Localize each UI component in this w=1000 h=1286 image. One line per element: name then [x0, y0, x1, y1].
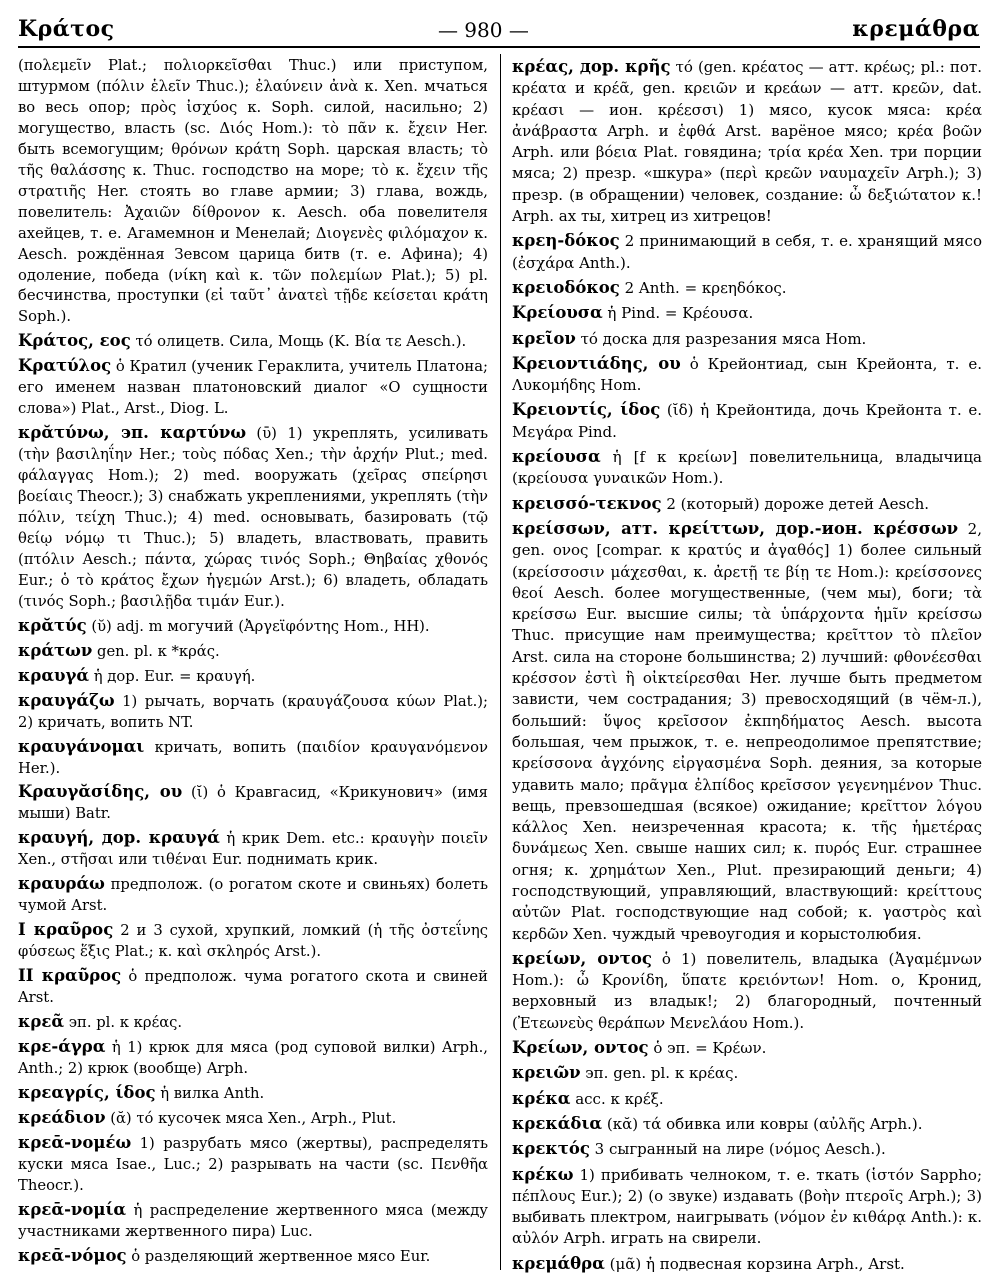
entry-headword: κρεαγρίς, ίδος [18, 1082, 156, 1102]
entry-headword: Κραυγᾰσίδης, ου [18, 782, 183, 802]
dictionary-entry [512, 1253, 982, 1275]
entry-headword: κρεᾱ-νόμος [18, 1245, 127, 1265]
dictionary-entry [18, 828, 488, 871]
entry-headword: κρεμάθρα [512, 1253, 605, 1273]
entry-headword: Κρείων, οντος [512, 1038, 649, 1058]
entry-definition: ὁ предполож. чума рогатого скота и свиней Arst. [18, 968, 488, 1007]
entry-definition: (ᾰ) τό кусочек мяса Xen., Arph., Plut. [105, 1109, 397, 1127]
entry-headword: κρέκα [512, 1088, 571, 1108]
column-divider [500, 54, 501, 1270]
entry-headword: κρείουσα [512, 447, 601, 467]
page-header [18, 8, 980, 42]
page-number: — 980 — [437, 18, 529, 42]
entry-definition: ἡ дор. Eur. = κραυγή. [89, 667, 256, 685]
left-column [18, 56, 488, 1267]
entry-definition: (κᾰ) τά обивка или ковры (αὐλῆς Arph.). [602, 1114, 923, 1133]
entry-definition: ὁ эп. = Κρέων. [648, 1039, 767, 1058]
entry-headword: κρᾰτύνω, эп. καρτύνω [18, 423, 247, 443]
entry-headword: κρείσσων, атт. κρείττων, дор.-ион. κρέσσων [512, 518, 959, 538]
dictionary-entry [18, 56, 488, 328]
entry-headword: κρεκάδια [512, 1113, 603, 1133]
dictionary-entry [512, 1113, 982, 1135]
entry-definition: эп. pl. к κρέας. [64, 1013, 183, 1031]
entry-definition: gen. pl. к *κράς. [92, 642, 220, 660]
entry-headword: Κρατύλος [18, 356, 112, 376]
dictionary-entry [18, 1133, 488, 1197]
entry-headword: κρεκτός [512, 1139, 590, 1159]
entry-definition: (μᾶ) ἡ подвесная корзина Arph., Arst. [604, 1254, 905, 1273]
entry-definition: τό (gen. κρέατος — атт. κρέως; pl.: пот. κρέατα и κρέᾶ, gen. κρειῶν и κρεάων — атт. κρεῶν, dat. κρέασι — ион. κρέεσσι) 1) мясо, кусок мяса: κρέα ἀνάβραστα Arph. и ἑφθά Arst. варёное мясо; κρέα βοῶν Arph. или βόεια Plat. говядина; τρία κρέα Xen. три порции мяса; 2) презр. «шкура» (περὶ κρεῶν ναυμαχεῖν Arph.); 3) презр. (в обращении) человек, создание: ὦ δεξιώτατον κ.! Arph. ах ты, хитрец из хитрецов! [512, 58, 982, 226]
dictionary-entry [18, 331, 488, 353]
dictionary-entry [18, 1037, 488, 1080]
entry-headword: κρεισσό-τεκνος [512, 493, 662, 513]
entry-headword: κρείων, οντος [512, 948, 652, 968]
entry-definition: (πολεμεῖν Plat.; πολιορκεῖσθαι Thuc.) или приступом, штурмом (πόλιν ἑλεῖν Thuc.); ἐλαύνειν ἀνὰ κ. Xen. мчаться во весь опор; πρὸς ἰσχύος κ. Soph. силой, насильно; 2) могущество, власть (sc. Διός Hom.): τὸ πᾶν κ. ἔχειν Her. быть всемогущим; θρόνων κράτη Soph. царская власть; τὸ τῆς θαλάσσης κ. Thuc. господство на море; τὸ κ. ἔχειν τῆς στρατιῆς Her. стоять во главе армии; 3) глава, вождь, повелитель: Ἀχαιῶν δίθρονον κ. Aesch. оба повелителя ахейцев, т. е. Агамемнон и Менелай; Διογενὲς φιλόμαχον κ. Aesch. рождённая Зевсом царица битв (т. е. Афина); 4) одоление, победа (νίκη καὶ κ. τῶν πολεμίων Plat.); 5) pl. бесчинства, проступки (εἰ ταῦτ᾽ ἀνατεὶ τῇδε κείσεται κράτη Soph.). [18, 57, 488, 326]
dictionary-entry [512, 1062, 982, 1084]
entry-headword: κρεᾶ [18, 1011, 65, 1031]
entry-headword: κραυγή, дор. κραυγά [18, 828, 220, 848]
entry-headword: κρᾰτύς [18, 615, 87, 635]
dictionary-entry [18, 1083, 488, 1105]
dictionary-entry [512, 1138, 982, 1160]
entry-headword: κράτων [18, 640, 93, 660]
dictionary-entry [512, 328, 982, 350]
entry-definition: ὁ 1) повелитель, владыка (Ἀγαμέμνων Hom.): ὦ Κρονίδη, ὕπατε κρειόντων! Hom. о, Кронид, верховный из владык!; 2) благородный, почтенный (Ἐτεωνεὺς θεράπων Μενελάου Hom.). [512, 949, 982, 1032]
dictionary-entry [512, 277, 982, 299]
dictionary-entry [512, 1037, 982, 1059]
entry-headword: κρεῖον [512, 328, 576, 348]
entry-definition: ἡ 1) крюк для мяса (род суповой вилки) Arph., Anth.; 2) крюк (вообще) Arph. [18, 1038, 488, 1077]
entry-headword: κρέκω [512, 1164, 574, 1184]
entry-headword: κραυγά [18, 665, 90, 685]
dictionary-entry [18, 616, 488, 638]
entry-definition: (ῠ) adj. m могучий (Ἀργεϊφόντης Hom., HH). [86, 617, 430, 635]
entry-definition: 3 сыгранный на лире (νόμος Aesch.). [589, 1140, 886, 1159]
dictionary-entry [18, 1200, 488, 1243]
dictionary-entry [18, 423, 488, 613]
entry-definition: (ῡ) 1) укреплять, усиливать (τὴν βασιληΐην Her.; τοὺς πόδας Xen.; τὴν ἀρχήν Plut.; med. φάλαγγας Hom.); 2) med. вооружать (χεῖρας σπείρησι βοείαις Theocr.); 3) снабжать укреплениями, укреплять (τὴν πόλιν, τείχη Thuc.); 4) med. основывать, базировать (τῷ θείῳ νόμῳ τι Thuc.); 5) владеть, властвовать, править (πτόλιν Aesch.; πάντα, χώρας τινός Soph.; Θηβαίας χθονός Eur.; ὁ τὸ κράτος ἔχων ἡγεμών Arst.); 6) владеть, обладать (τινός Soph.; βασιλῇδα τιμάν Eur.). [18, 425, 488, 610]
header-rule [18, 46, 980, 48]
dictionary-entry [18, 966, 488, 1009]
dictionary-entry [18, 874, 488, 917]
entry-headword: I κραῦρος [18, 920, 114, 940]
entry-definition: 1) прибивать челноком, т. е. ткать (ἱστόν Sappho; πέπλους Eur.); 2) (о звуке) издавать (βοὴν πτεροῖς Arph.); 3) выбивать плектром, наигрывать (νόμον ἐν κιθάρᾳ Anth.): κ. αὐλόν Arph. играть на свирели. [512, 1165, 982, 1248]
dictionary-entry [18, 691, 488, 734]
dictionary-entry [18, 782, 488, 825]
entry-definition: 2 Anth. = κρεηδόκος. [619, 278, 787, 297]
dictionary-entry [512, 948, 982, 1034]
running-head-left: Κράτος [18, 16, 115, 42]
dictionary-entry [18, 666, 488, 688]
entry-definition: 2, gen. ονος [compar. к κρατύς и ἀγαθός] 1) более сильный (κρείσσοσιν μάχεσθαι, κ. ἀρετῇ τε βίῃ τε Hom.): κρείσσονες θεοί Aesch. более могущественные, (чем мы), боги; τὰ κρείσσω Eur. высшие силы; τὰ ὑπάρχοντα ἡμῖν κρείσσω Thuc. присущие нам преимущества; κρεῖττον τὸ πλεῖον Arst. сила на стороне большинства; 2) лучший: φθονέεσθαι κρέσσον ἐστὶ ἢ οἰκτείρεσθαι Her. лучше быть предметом зависти, чем сострадания; 3) превосходящий (в чём-л.), больший: ὕψος κρεῖσσον ἐκπηδήματος Aesch. высота большая, чем прыжок, т. е. непреодолимое препятствие; κρείσσονα ἀγχόνης εἰργασμένα Soph. деяния, за которые удавить мало; πρᾶγμα ἐλπίδος κρεῖσσον γεγενημένον Thuc. вещь, превзошедшая (всякое) ожидание; κρεῖττον λόγου κάλλος Xen. неизреченная красота; κ. τῆς ἡμετέρας δυνάμεως Xen. свыше наших сил; κ. πυρός Eur. страшнее огня; κ. χρημάτων Xen., Plut. презирающий деньги; 4) господствующий, управляющий, властвующий: κρείττους αὐτῶν Plat. господствующие над собой; κ. γαστρὸς καὶ κερδῶν Xen. чуждый чревоугодия и корыстолюбия. [512, 519, 982, 943]
entry-definition: 1) рычать, ворчать (κραυγάζουσα κύων Plat.); 2) кричать, вопить NT. [18, 692, 488, 731]
entry-headword: Κρειοντίς, ίδος [512, 400, 661, 420]
entry-definition: ὁ разделяющий жертвенное мясо Eur. [126, 1247, 431, 1265]
entry-headword: κρειῶν [512, 1063, 581, 1083]
entry-headword: κρεη-δόκος [512, 231, 620, 251]
entry-definition: ἡ Pind. = Κρέουσα. [602, 304, 754, 323]
entry-headword: Κρείουσα [512, 303, 603, 323]
entry-definition: (ῐδ) ἡ Крейонтида, дочь Крейонта т. е. Μεγάρα Pind. [512, 401, 982, 441]
entry-headword: κραυγάζω [18, 690, 115, 710]
entry-headword: κρε-άγρα [18, 1036, 106, 1056]
right-column [512, 56, 982, 1275]
dictionary-entry [512, 353, 982, 397]
dictionary-entry [512, 302, 982, 324]
entry-headword: κρειοδόκος [512, 277, 620, 297]
dictionary-entry [512, 1164, 982, 1250]
entry-definition: 2 и 3 сухой, хрупкий, ломкий (ἡ τῆς ὀστεΐνης φύσεως ἕξις Plat.; κ. καὶ σκληρός Arst.). [18, 922, 488, 961]
dictionary-entry [512, 493, 982, 515]
dictionary-entry [18, 1012, 488, 1034]
dictionary-entry [512, 518, 982, 945]
dictionary-entry [512, 1088, 982, 1110]
entry-headword: κρέας, дор. κρῆς [512, 57, 671, 76]
dictionary-entry [18, 356, 488, 420]
entry-definition: ἡ крик Dem. etc.: κραυγὴν ποιεῖν Xen., στῆσαι или τιθέναι Eur. поднимать крик. [18, 830, 489, 869]
dictionary-entry [18, 1108, 488, 1130]
entry-headword: κρεᾱ-νομέω [18, 1132, 132, 1152]
entry-definition: τό олицетв. Сила, Мощь (Κ. Βία τε Aesch.). [130, 333, 467, 351]
running-head-right: κρεμάθρα [852, 16, 980, 42]
entry-definition: ἡ вилка Anth. [155, 1084, 265, 1102]
entry-definition: 2 (который) дороже детей Aesch. [661, 494, 930, 513]
entry-definition: ὁ Кратил (ученик Гераклита, учитель Платона; его именем назван платоновский диалог «О сущности слова») Plat., Arst., Diog. L. [18, 358, 489, 418]
entry-headword: Κράτος, εος [18, 331, 131, 351]
entry-headword: κρεᾱ-νομία [18, 1199, 127, 1219]
dictionary-entry [18, 641, 488, 663]
dictionary-entry [512, 230, 982, 274]
dictionary-entry [512, 446, 982, 490]
entry-headword: Κρειοντιάδης, ου [512, 353, 681, 373]
entry-definition: ὁ Крейонтиад, сын Крейонта, т. е. Λυκομήδης Hom. [512, 354, 983, 395]
dictionary-entry [512, 56, 982, 227]
entry-definition: кричать, вопить (παιδίον κραυγανόμενον Her.). [18, 738, 488, 777]
dictionary-entry [18, 737, 488, 780]
entry-definition: 2 принимающий в себя, т. е. хранящий мясо (ἐσχάρα Anth.). [512, 232, 982, 272]
dictionary-entry [512, 399, 982, 443]
entry-definition: 1) разрубать мясо (жертвы), распределять куски мяса Isae., Luc.; 2) разрывать на части (sc. Πενθῆα Theocr.). [18, 1134, 488, 1194]
entry-definition: ἡ [f к κρείων] повелительница, владычица (κρείουσα γυναικῶν Hom.). [512, 448, 982, 488]
dictionary-entry [18, 920, 488, 963]
entry-definition: (ῐ) ὁ Кравгасид, «Крикунович» (имя мыши) Batr. [18, 784, 488, 823]
entry-definition: предполож. (о рогатом скоте и свиньях) болеть чумой Arst. [18, 876, 488, 915]
entry-headword: κραυγάνομαι [18, 736, 145, 756]
entry-definition: эп. gen. pl. к κρέας. [580, 1064, 739, 1083]
dictionary-entry [18, 1246, 488, 1268]
entry-definition: acc. к κρέξ. [570, 1089, 664, 1108]
entry-headword: II κραῦρος [18, 966, 122, 986]
entry-definition: τό доска для разрезания мяса Hom. [575, 329, 867, 348]
entry-headword: κραυράω [18, 874, 105, 894]
entry-headword: κρεάδιον [18, 1107, 106, 1127]
entry-definition: ἡ распределение жертвенного мяса (между участниками жертвенного пира) Luc. [18, 1201, 488, 1240]
